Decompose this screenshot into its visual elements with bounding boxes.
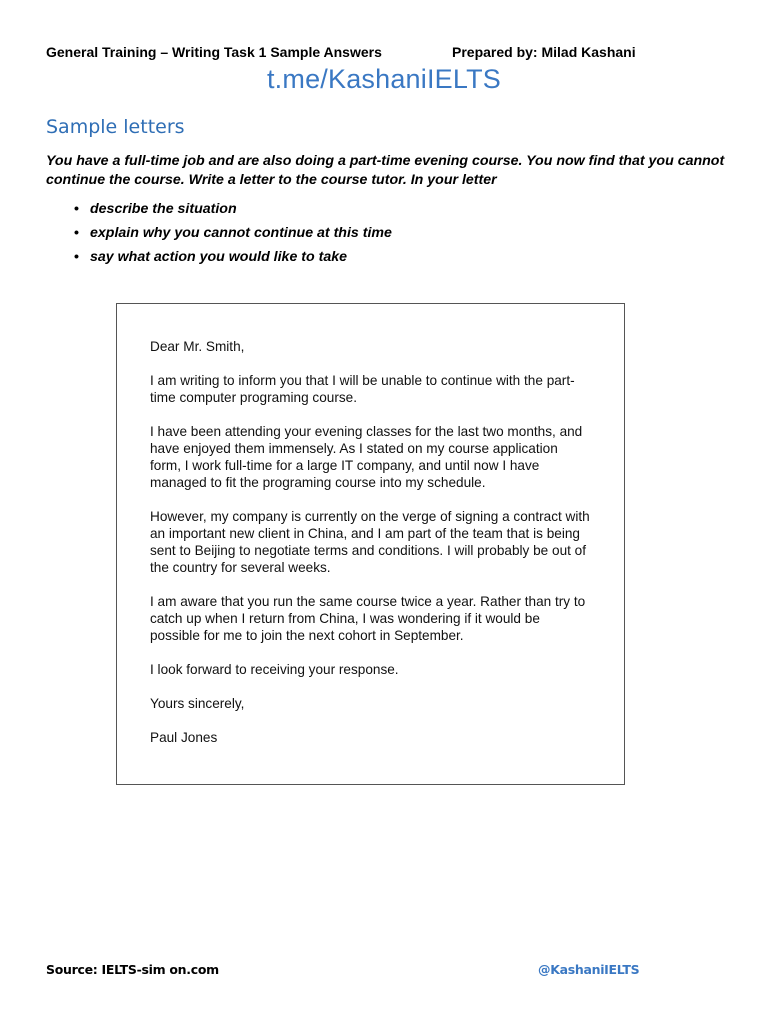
- header-right-text: Prepared by: Milad Kashani: [452, 44, 636, 60]
- letter-salutation: Dear Mr. Smith,: [150, 339, 245, 354]
- task-bullet-list: [74, 200, 392, 272]
- task-prompt: You have a full-time job and are also doing a part-time evening course. You now find that you cannot continue the course. Write a letter to the course tutor. In your letter: [46, 153, 725, 188]
- letter-signature: Paul Jones: [150, 730, 218, 745]
- letter-closing: Yours sincerely,: [150, 696, 245, 711]
- footer-handle[interactable]: @KashaniIELTS: [538, 962, 640, 977]
- letter-paragraph: I have been attending your evening classes for the last two months, and have enjoyed them immensely. As I stated on my course application form, I work full-time for a large IT company, and until now I have managed to fit the programing course into my schedule.: [150, 424, 583, 490]
- footer-source: Source: IELTS-sim on.com: [46, 962, 219, 977]
- section-title: Sample letters: [46, 116, 185, 138]
- letter-paragraph: I am aware that you run the same course twice a year. Rather than try to catch up when I return from China, I was wondering if it would be possible for me to join the next cohort in September.: [150, 594, 586, 643]
- telegram-link[interactable]: t.me/KashaniIELTS: [266, 64, 501, 94]
- letter-paragraph: I am writing to inform you that I will be unable to continue with the part-time computer programing course.: [150, 373, 575, 405]
- letter-paragraph: I look forward to receiving your response.: [150, 662, 399, 677]
- letter-body: [150, 338, 590, 763]
- header-left-text: General Training – Writing Task 1 Sample Answers: [46, 44, 382, 60]
- task-bullet-item: • describe the situation: [74, 200, 392, 224]
- letter-paragraph: However, my company is currently on the verge of signing a contract with an important new client in China, and I am part of the team that is being sent to Beijing to negotiate terms and conditions. I will probably be out of the country for several weeks.: [150, 509, 590, 575]
- task-bullet-item: • say what action you would like to take: [74, 248, 392, 272]
- task-bullet-item: • explain why you cannot continue at this time: [74, 224, 392, 248]
